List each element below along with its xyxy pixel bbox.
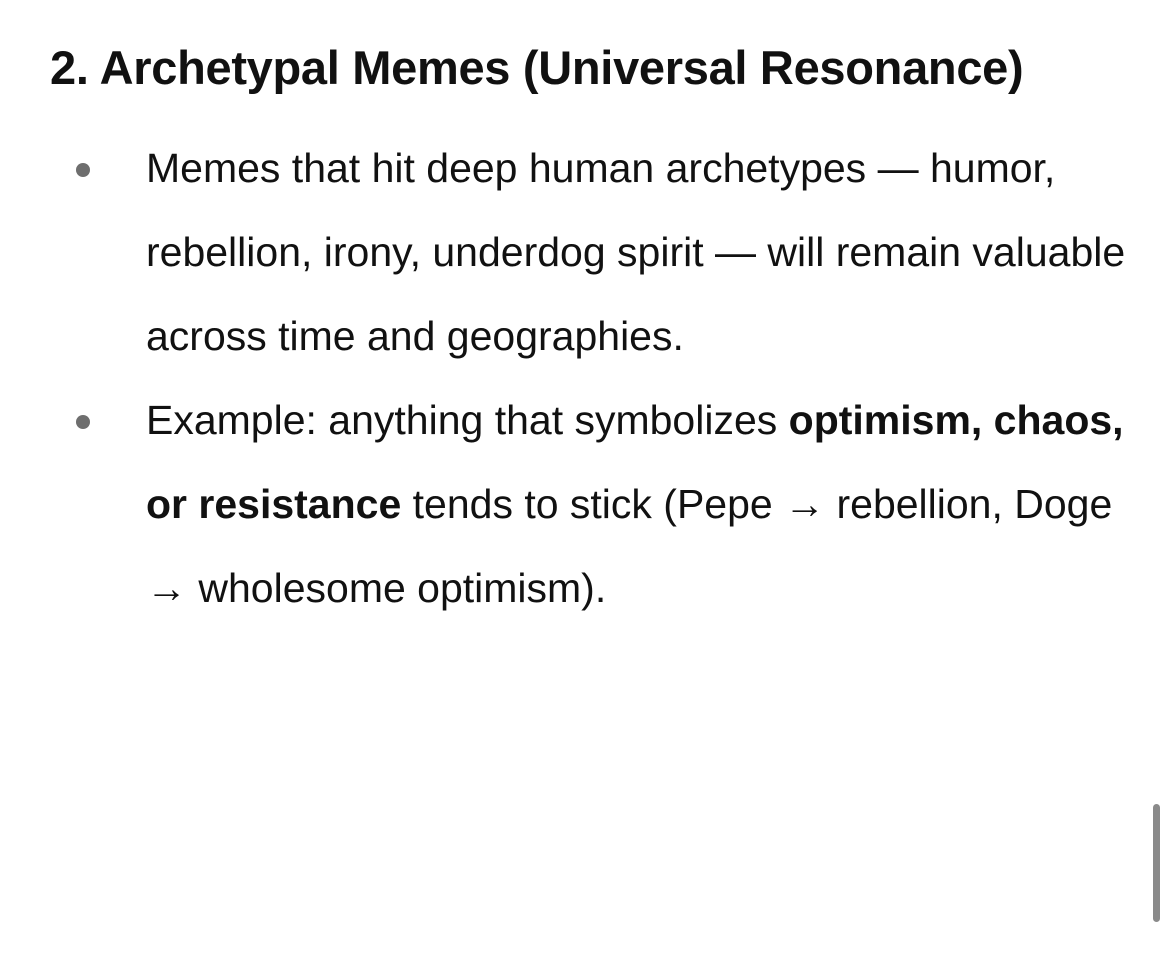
- bullet-text-suffix: tends to stick (Pepe → rebellion, Doge → wholesome optimism).: [146, 481, 1113, 611]
- bullet-bold-text: optimism, chaos, or resistance: [146, 397, 1124, 527]
- bullet-list: [50, 126, 1140, 630]
- bullet-item: [50, 126, 1140, 378]
- document-body: [50, 26, 1140, 630]
- bullet-text-prefix: Example: anything that symbolizes: [146, 397, 789, 443]
- bullet-dot-icon: [76, 163, 90, 177]
- vertical-scrollbar[interactable]: [1153, 804, 1160, 922]
- bullet-dot-icon: [76, 415, 90, 429]
- bullet-item: [50, 378, 1140, 630]
- section-heading: 2. Archetypal Memes (Universal Resonance): [50, 41, 1024, 94]
- bullet-text: Memes that hit deep human archetypes — humor, rebellion, irony, underdog spirit — will remain valuable across time and geographies.: [146, 145, 1126, 359]
